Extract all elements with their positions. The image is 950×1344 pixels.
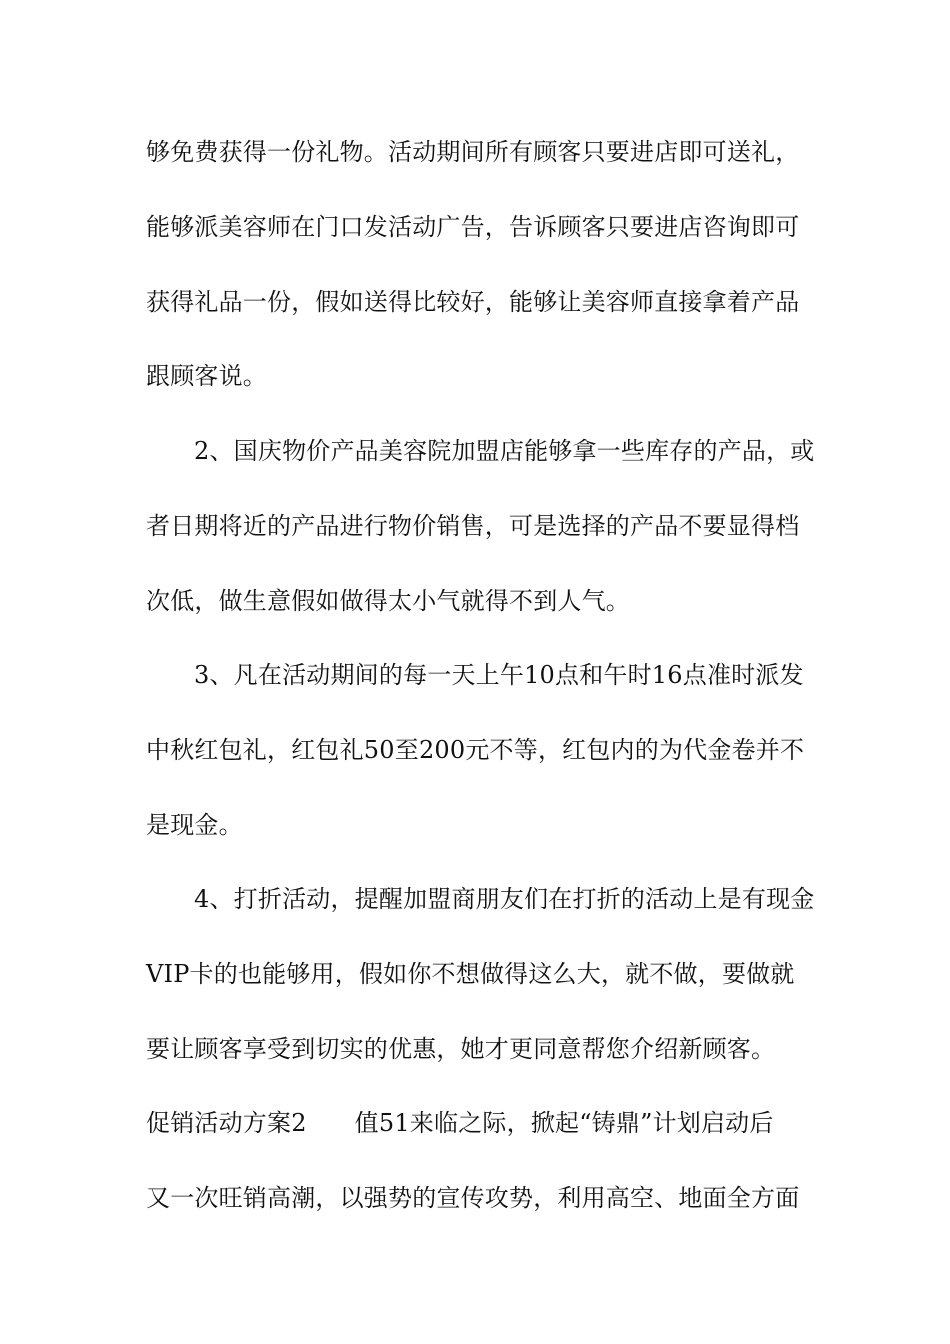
paragraph-line: 次低，做生意假如做得太小气就得不到人气。	[146, 587, 630, 615]
paragraph-line: 是现金。	[146, 811, 243, 839]
paragraph-line: 4、打折活动，提醒加盟商朋友们在打折的活动上是有现金	[194, 885, 815, 913]
paragraph-line: 跟顾客说。	[146, 362, 267, 390]
section-title: 促销活动方案2	[146, 1109, 307, 1137]
section-heading-line	[146, 1108, 806, 1138]
paragraph-line: VIP卡的也能够用，假如你不想做得这么大，就不做，要做就	[146, 960, 795, 988]
section-text: 值51来临之际，掀起“铸鼎”计划启动后	[354, 1109, 774, 1137]
paragraph-line: 2、国庆物价产品美容院加盟店能够拿一些库存的产品，或	[194, 437, 815, 465]
paragraph-line: 够免费获得一份礼物。活动期间所有顾客只要进店即可送礼，	[146, 138, 800, 166]
paragraph-line: 能够派美容师在门口发活动广告，告诉顾客只要进店咨询即可	[146, 213, 800, 241]
paragraph-line: 中秋红包礼，红包礼50至200元不等，红包内的为代金卷并不	[146, 736, 805, 764]
paragraph-line: 要让顾客享受到切实的优惠，她才更同意帮您介绍新顾客。	[146, 1035, 776, 1063]
paragraph-line: 获得礼品一份，假如送得比较好，能够让美容师直接拿着产品	[146, 288, 800, 316]
paragraph-line: 3、凡在活动期间的每一天上午10点和午时16点准时派发	[194, 661, 804, 689]
paragraph-line: 又一次旺销高潮，以强势的宣传攻势，利用高空、地面全方面	[146, 1184, 800, 1212]
paragraph-line: 者日期将近的产品进行物价销售，可是选择的产品不要显得档	[146, 512, 800, 540]
